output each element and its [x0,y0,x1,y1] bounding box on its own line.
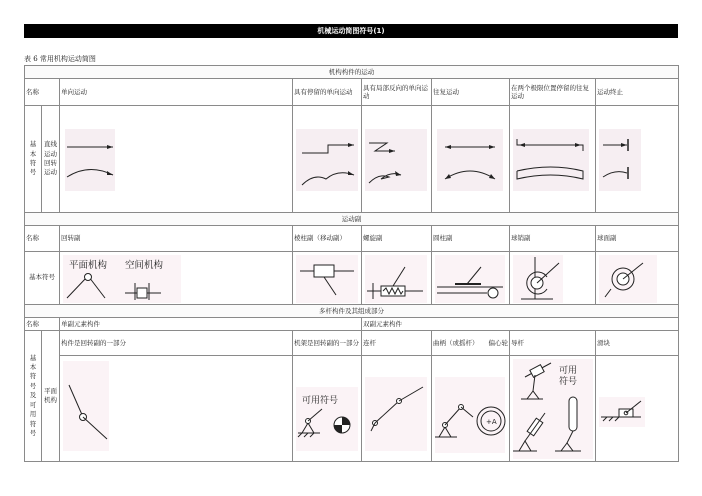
plus-a-icon: +A [486,417,497,426]
crank-eccentric-icon [433,357,508,461]
col-single-pair-element: 单副元素构件 [60,318,362,331]
frame-revolute-icon [294,357,360,461]
col-revolute-pair: 回转副 [60,226,293,252]
motion-end-arrows-icon [597,107,677,212]
table-caption: 表 6 常用机构运动简图 [24,55,96,63]
col-screw-pair: 螺旋副 [362,226,432,252]
crank-label: 曲柄（或摇杆） [433,338,479,347]
col-motion-end: 运动终止 [596,79,679,106]
col-ball-pin-pair: 球销副 [510,226,596,252]
section-header-multibar: 多杆构件及其组成部分 [25,305,679,318]
two-limit-arrows-icon [511,107,594,212]
revolute-part-symbol [60,356,293,462]
prismatic-pair-icon [294,253,360,304]
col-slider: 滑块 [596,331,679,356]
section-header-motion: 机构构件的运动 [25,66,679,79]
slider-symbol [596,356,679,462]
spherical-pair-icon [597,253,677,304]
usable-symbol-label-2b: 符号 [559,376,578,387]
cylindrical-pair-symbols [432,252,510,305]
col-connecting-rod: 连杆 [362,331,432,356]
revolute-pair-icon [61,253,290,304]
page-title: 机械运动简图符号(1) [24,24,678,38]
frame-part-symbol [293,356,362,462]
crank-and-eccentric-symbols [432,356,510,462]
symbol-table [24,65,678,468]
with-stop-symbols [293,106,362,213]
col-guide-bar: 导杆 [510,331,596,356]
guide-bar-symbols [510,356,596,462]
ball-pin-pair-icon [511,253,594,304]
name-label: 名称 [25,318,60,331]
motion-end-symbols [596,106,679,213]
eccentric-label: 偏心轮 [488,338,508,347]
col-prismatic-pair: 棱柱副（移动副） [293,226,362,252]
col-crank-rocker [432,331,510,356]
connecting-rod-icon [363,357,430,461]
basic-usable-symbol-label: 基本符号及可用符号 [25,331,42,462]
basic-symbol-label: 基本符号 [25,106,42,213]
col-cylindrical-pair: 圆柱副 [432,226,510,252]
col-single-direction: 单向运动 [60,79,293,106]
connecting-rod-symbol [362,356,432,462]
col-part-of-revolute: 构件是回转副的一部分 [60,331,293,356]
screw-pair-icon [363,253,430,304]
section-header-kinematic-pairs: 运动副 [25,213,679,226]
reverse-motion-arrows-icon [363,107,430,212]
name-label: 名称 [25,79,60,106]
spatial-mechanism-label: 空间机构 [125,259,164,271]
partial-reverse-symbols [362,106,432,213]
name-label: 名称 [25,226,60,252]
usable-symbol-label-2a: 可用 [559,365,578,376]
col-two-limit-stop: 在两个极限位置停留的往复运动 [510,79,596,106]
col-reciprocating: 往复运动 [432,79,510,106]
col-with-stop: 具有停留的单向运动 [293,79,362,106]
slider-icon [597,357,677,461]
ball-pin-pair-symbols [510,252,596,305]
stop-motion-arrows-icon [294,107,360,212]
prismatic-pair-symbols [293,252,362,305]
spherical-pair-symbols [596,252,679,305]
basic-symbol-label: 基本符号 [25,252,60,305]
reciprocating-arrows-icon [433,107,508,212]
planar-mechanism-label: 平面机构 [69,259,108,271]
planar-mechanism-side-label: 平面机构 [42,331,60,462]
single-direction-arrows-icon [61,107,290,212]
guide-bar-icon [511,357,594,461]
usable-symbol-label: 可用符号 [302,395,339,406]
screw-pair-symbols [362,252,432,305]
single-direction-symbols [60,106,293,213]
revolute-pair-symbols [60,252,293,305]
two-limit-stop-symbols [510,106,596,213]
col-frame-part-of-revolute: 机架是回转副的一部分 [293,331,362,356]
col-partial-reverse: 具有局部反向的单向运动 [362,79,432,106]
single-pair-link-icon [61,357,290,461]
col-spherical-pair: 球面副 [596,226,679,252]
col-double-pair-element: 双副元素构件 [362,318,679,331]
cylindrical-pair-icon [433,253,508,304]
motion-type-label: 直线运动回转运动 [42,106,60,213]
reciprocating-symbols [432,106,510,213]
